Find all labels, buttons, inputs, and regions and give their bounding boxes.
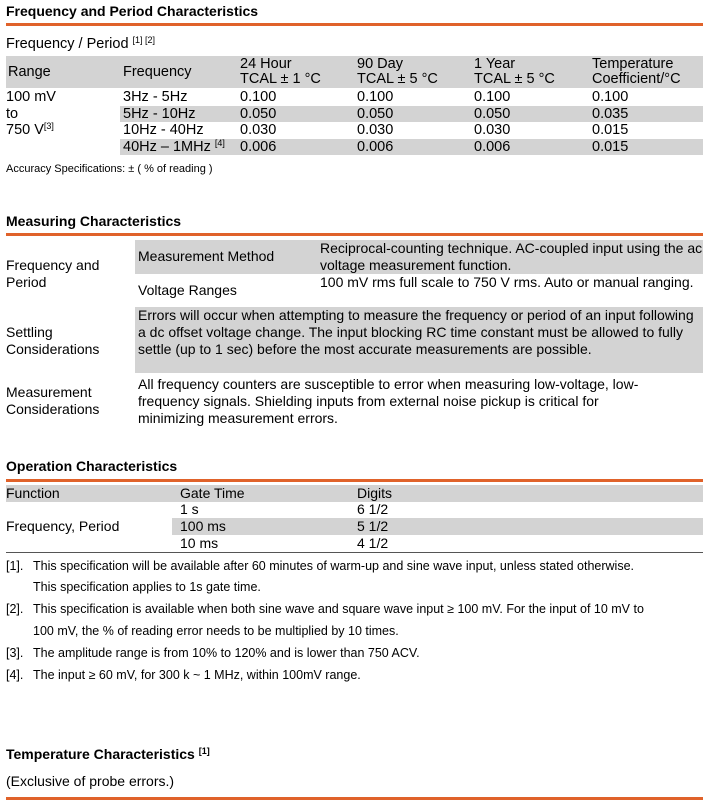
header-digits: Digits — [357, 485, 393, 501]
cell-temp: 0.015 — [592, 139, 629, 155]
cell-1year: 0.006 — [474, 139, 511, 155]
section-rule — [6, 479, 703, 482]
cell-frequency — [123, 139, 225, 156]
subtitle-text: Frequency / Period — [6, 36, 129, 52]
section-rule — [6, 233, 703, 236]
section-title-operation: Operation Characteristics — [6, 458, 178, 474]
section-title-temperature — [6, 746, 210, 762]
range-value: 750 V — [6, 122, 44, 138]
label-measurement-method: Measurement Method — [138, 248, 275, 264]
label-line: Period — [6, 274, 47, 290]
cell-frequency: 5Hz - 10Hz — [123, 106, 196, 122]
header-1year-2: TCAL ± 5 °C — [474, 71, 555, 87]
header-frequency: Frequency — [123, 64, 192, 80]
text-measurement-method: Reciprocal-counting technique. AC-coupled input using the ac voltage measurement function. — [320, 240, 703, 273]
header-90day-2: TCAL ± 5 °C — [357, 71, 438, 87]
cell-24hour: 0.050 — [240, 106, 277, 122]
temperature-title-ref: [1] — [198, 746, 210, 756]
range-line-1: 100 mV — [6, 89, 56, 105]
label-line: Settling — [6, 324, 53, 340]
cell-24hour: 0.030 — [240, 122, 277, 138]
text-measurement: All frequency counters are susceptible to error when measuring low-voltage, low-frequency signals. Shielding inputs from external noise pickup is critical for minimizing measurement errors. — [138, 376, 639, 426]
subtitle-refs: [1] [2] — [132, 35, 156, 45]
label-line: Considerations — [6, 401, 100, 417]
section-title-frequency: Frequency and Period Characteristics — [6, 3, 259, 19]
range-line-3 — [6, 122, 54, 139]
footnote-line: This specification applies to 1s gate time. — [33, 580, 261, 594]
footnote-line: 100 mV, the % of reading error needs to be multiplied by 10 times. — [33, 624, 399, 638]
cell-24hour: 0.100 — [240, 89, 277, 105]
cell-90day: 0.100 — [357, 89, 394, 105]
header-temp-2: Coefficient/°C — [592, 71, 681, 87]
cell-90day: 0.006 — [357, 139, 394, 155]
label-measurement — [6, 384, 99, 418]
label-line: Measurement — [6, 384, 92, 400]
section-rule — [6, 797, 703, 800]
temperature-note: (Exclusive of probe errors.) — [6, 773, 175, 789]
section-title-measuring: Measuring Characteristics — [6, 213, 182, 229]
label-frequency-period — [6, 257, 99, 291]
header-90day-1: 90 Day — [357, 56, 403, 72]
range-ref: [3] — [43, 121, 54, 131]
label-line: Frequency and — [6, 257, 100, 273]
cell-gate-time: 100 ms — [180, 518, 226, 534]
operation-bottom-rule — [6, 552, 703, 553]
cell-1year: 0.050 — [474, 106, 511, 122]
label-settling — [6, 324, 99, 358]
footnote-line: The amplitude range is from 10% to 120% and is lower than 750 ACV. — [33, 646, 420, 660]
cell-frequency: 3Hz - 5Hz — [123, 89, 188, 105]
cell-gate-time: 1 s — [180, 501, 199, 517]
subtitle-frequency-period — [6, 36, 155, 53]
footnote-mark: [4]. — [6, 668, 24, 682]
cell-1year: 0.100 — [474, 89, 511, 105]
label-voltage-ranges: Voltage Ranges — [138, 282, 237, 298]
range-line-2: to — [6, 106, 19, 122]
footnote-mark: [3]. — [6, 646, 24, 660]
cell-temp: 0.015 — [592, 122, 629, 138]
cell-frequency-ref: [4] — [214, 138, 225, 148]
cell-gate-time: 10 ms — [180, 535, 219, 551]
cell-90day: 0.030 — [357, 122, 394, 138]
header-temp-1: Temperature — [592, 56, 674, 72]
header-1year-1: 1 Year — [474, 56, 516, 72]
footnote-line: The input ≥ 60 mV, for 300 k ~ 1 MHz, within 100mV range. — [33, 668, 361, 682]
cell-digits: 6 1/2 — [357, 501, 389, 517]
text-voltage-ranges: 100 mV rms full scale to 750 V rms. Auto or manual ranging. — [320, 274, 694, 290]
cell-1year: 0.030 — [474, 122, 511, 138]
section-rule — [6, 23, 703, 26]
text-settling: Errors will occur when attempting to measure the frequency or period of an input following a dc offset voltage change. The input blocking RC time constant must be allowed to fully settle (up to 1 sec) before the most accurate measurements are possible. — [138, 307, 694, 357]
footnote-mark: [1]. — [6, 559, 24, 573]
cell-digits: 4 1/2 — [357, 535, 389, 551]
footnote-line: This specification will be available after 60 minutes of warm-up and sine wave input, unless stated otherwise. — [33, 559, 635, 573]
cell-digits: 5 1/2 — [357, 518, 389, 534]
cell-frequency-text: 40Hz – 1MHz — [123, 139, 211, 155]
temperature-title-text: Temperature Characteristics — [6, 746, 195, 762]
cell-frequency: 10Hz - 40Hz — [123, 122, 204, 138]
header-24hour-2: TCAL ± 1 °C — [240, 71, 321, 87]
cell-function: Frequency, Period — [6, 518, 120, 534]
accuracy-note: Accuracy Specifications: ± ( % of reading ) — [6, 163, 213, 175]
header-gate-time: Gate Time — [180, 485, 245, 501]
label-line: Considerations — [6, 341, 100, 357]
header-range: Range — [8, 64, 51, 80]
operation-row-bg — [172, 518, 703, 535]
cell-24hour: 0.006 — [240, 139, 277, 155]
operation-header-bg — [6, 485, 703, 502]
footnote-mark: [2]. — [6, 602, 24, 616]
footnote-line: This specification is available when both sine wave and square wave input ≥ 100 mV. For the input of 10 mV to — [33, 602, 644, 616]
header-function: Function — [6, 485, 60, 501]
cell-temp: 0.100 — [592, 89, 629, 105]
cell-temp: 0.035 — [592, 106, 629, 122]
header-24hour-1: 24 Hour — [240, 56, 292, 72]
cell-90day: 0.050 — [357, 106, 394, 122]
